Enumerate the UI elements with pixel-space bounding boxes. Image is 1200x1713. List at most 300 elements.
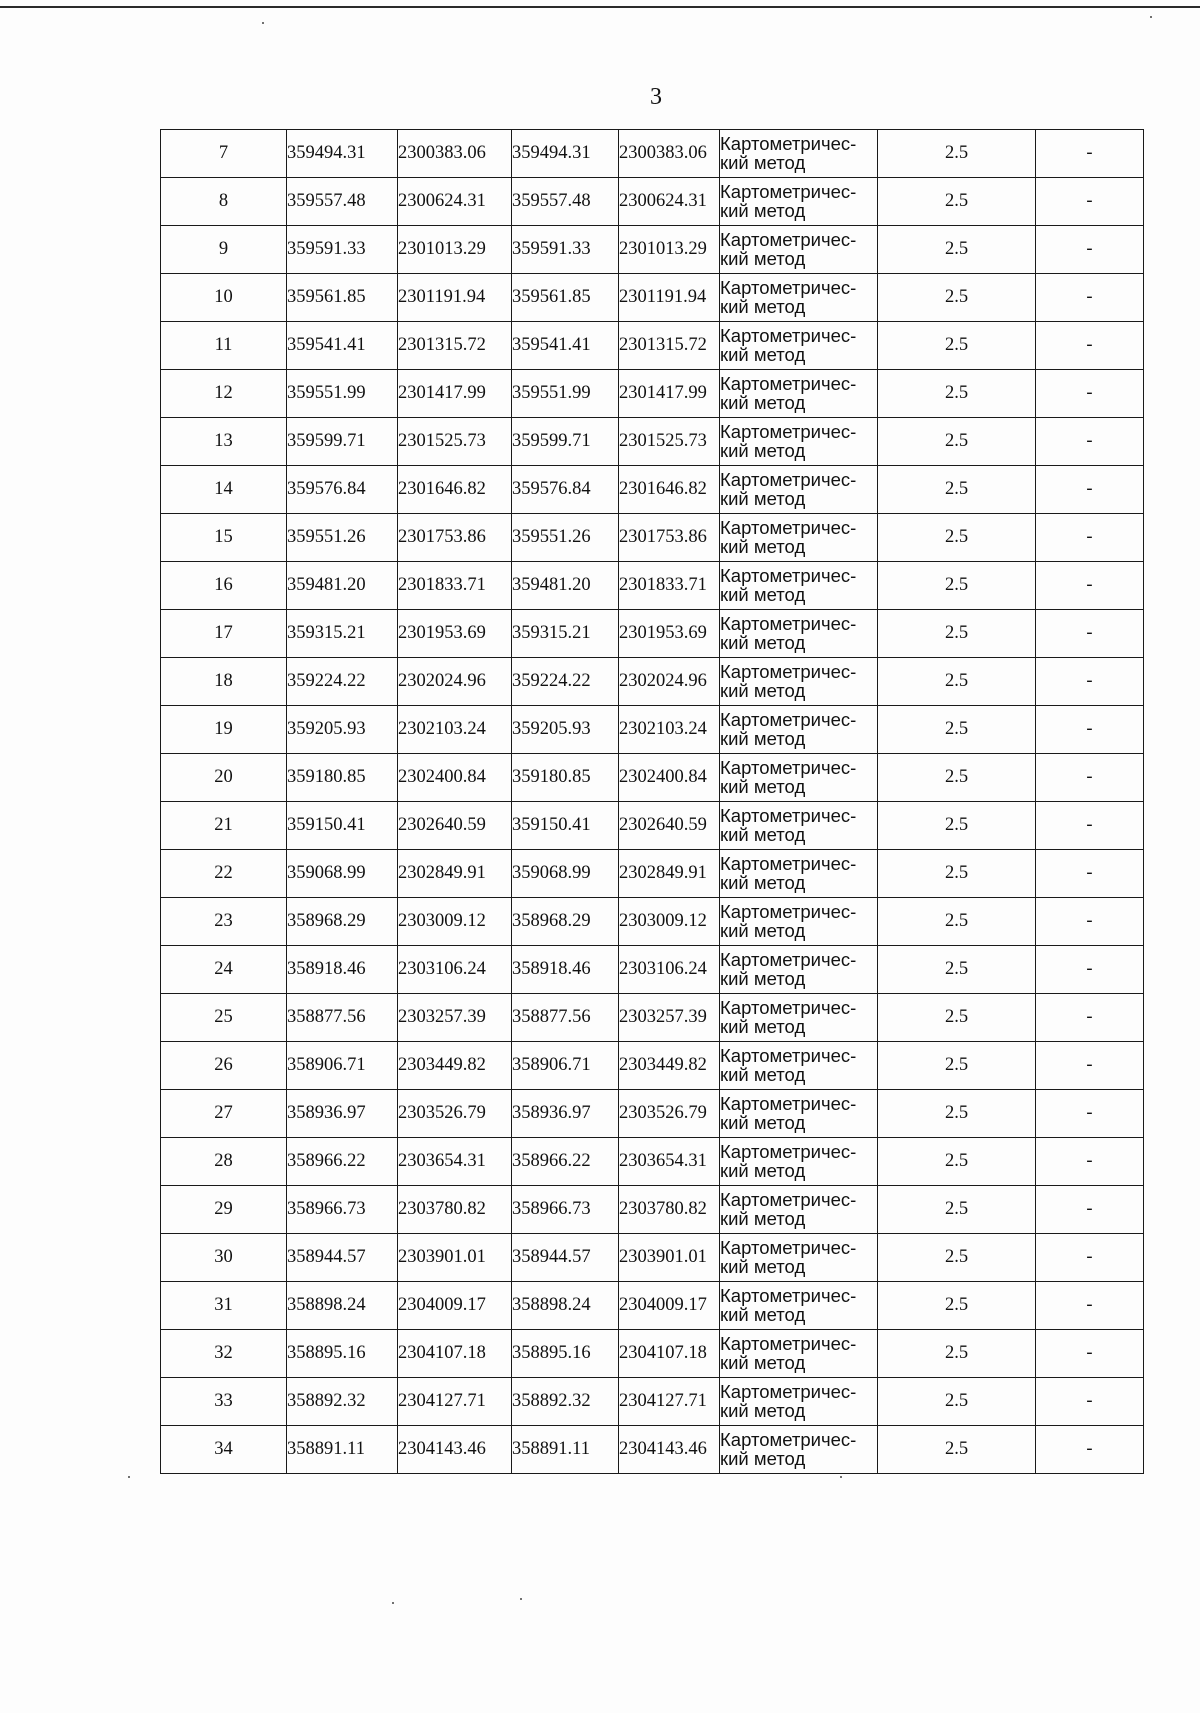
- note-cell: -: [1036, 466, 1144, 514]
- accuracy-cell: 2.5: [878, 610, 1036, 658]
- point-number-cell: 17: [161, 610, 287, 658]
- y-coordinate-cell: 2301953.69: [619, 610, 720, 658]
- method-cell: [720, 658, 878, 706]
- accuracy-cell: 2.5: [878, 130, 1036, 178]
- point-number-cell: 7: [161, 130, 287, 178]
- y-coordinate-cell: 2303257.39: [619, 994, 720, 1042]
- method-text-line: Картометричес-: [720, 181, 857, 202]
- scan-speck: [520, 1598, 522, 1600]
- accuracy-cell: 2.5: [878, 418, 1036, 466]
- point-number-cell: 9: [161, 226, 287, 274]
- x-coordinate-cell: 359551.26: [287, 514, 398, 562]
- note-cell: -: [1036, 658, 1144, 706]
- x-coordinate-cell: 358895.16: [512, 1330, 619, 1378]
- y-coordinate-cell: 2303901.01: [619, 1234, 720, 1282]
- x-coordinate-cell: 359494.31: [287, 130, 398, 178]
- method-text-line: Картометричес-: [720, 325, 857, 346]
- accuracy-cell: 2.5: [878, 802, 1036, 850]
- x-coordinate-cell: 359551.99: [512, 370, 619, 418]
- y-coordinate-cell: 2303257.39: [398, 994, 512, 1042]
- accuracy-cell: 2.5: [878, 898, 1036, 946]
- y-coordinate-cell: 2303780.82: [619, 1186, 720, 1234]
- x-coordinate-cell: 359541.41: [512, 322, 619, 370]
- method-cell: [720, 322, 878, 370]
- x-coordinate-cell: 359180.85: [512, 754, 619, 802]
- x-coordinate-cell: 359205.93: [287, 706, 398, 754]
- x-coordinate-cell: 358892.32: [512, 1378, 619, 1426]
- x-coordinate-cell: 358918.46: [512, 946, 619, 994]
- x-coordinate-cell: 359481.20: [512, 562, 619, 610]
- method-text-line: кий метод: [720, 823, 806, 845]
- table-row: [161, 706, 1144, 754]
- point-number-cell: 23: [161, 898, 287, 946]
- point-number-cell: 11: [161, 322, 287, 370]
- note-cell: -: [1036, 1090, 1144, 1138]
- x-coordinate-cell: 358944.57: [287, 1234, 398, 1282]
- x-coordinate-cell: 359591.33: [287, 226, 398, 274]
- table-row: [161, 850, 1144, 898]
- point-number-cell: 26: [161, 1042, 287, 1090]
- table-row: [161, 1138, 1144, 1186]
- x-coordinate-cell: 358966.22: [287, 1138, 398, 1186]
- x-coordinate-cell: 358906.71: [512, 1042, 619, 1090]
- y-coordinate-cell: 2301525.73: [619, 418, 720, 466]
- method-cell: [720, 466, 878, 514]
- method-text-line: Картометричес-: [720, 1141, 857, 1162]
- table-row: [161, 562, 1144, 610]
- y-coordinate-cell: 2302024.96: [619, 658, 720, 706]
- note-cell: -: [1036, 1138, 1144, 1186]
- method-cell: [720, 754, 878, 802]
- point-number-cell: 32: [161, 1330, 287, 1378]
- y-coordinate-cell: 2302849.91: [619, 850, 720, 898]
- method-text-line: Картометричес-: [720, 805, 857, 826]
- table-body: [161, 130, 1144, 1474]
- x-coordinate-cell: 359481.20: [287, 562, 398, 610]
- x-coordinate-cell: 359557.48: [287, 178, 398, 226]
- point-number-cell: 33: [161, 1378, 287, 1426]
- method-text-line: кий метод: [720, 391, 806, 413]
- accuracy-cell: 2.5: [878, 274, 1036, 322]
- scan-speck: [392, 1602, 394, 1604]
- y-coordinate-cell: 2301646.82: [398, 466, 512, 514]
- accuracy-cell: 2.5: [878, 706, 1036, 754]
- x-coordinate-cell: 359205.93: [512, 706, 619, 754]
- y-coordinate-cell: 2304127.71: [619, 1378, 720, 1426]
- y-coordinate-cell: 2301833.71: [619, 562, 720, 610]
- x-coordinate-cell: 358898.24: [512, 1282, 619, 1330]
- table-row: [161, 274, 1144, 322]
- x-coordinate-cell: 359561.85: [512, 274, 619, 322]
- y-coordinate-cell: 2303106.24: [398, 946, 512, 994]
- method-text-line: кий метод: [720, 775, 806, 797]
- x-coordinate-cell: 358891.11: [512, 1426, 619, 1474]
- note-cell: -: [1036, 1234, 1144, 1282]
- method-text-line: кий метод: [720, 583, 806, 605]
- y-coordinate-cell: 2304143.46: [619, 1426, 720, 1474]
- y-coordinate-cell: 2301646.82: [619, 466, 720, 514]
- scan-speck: [1150, 16, 1152, 18]
- x-coordinate-cell: 358877.56: [512, 994, 619, 1042]
- y-coordinate-cell: 2301953.69: [398, 610, 512, 658]
- accuracy-cell: 2.5: [878, 1090, 1036, 1138]
- method-text-line: кий метод: [720, 1063, 806, 1085]
- accuracy-cell: 2.5: [878, 1282, 1036, 1330]
- note-cell: -: [1036, 322, 1144, 370]
- table-row: [161, 1426, 1144, 1474]
- method-cell: [720, 610, 878, 658]
- method-cell: [720, 1330, 878, 1378]
- note-cell: -: [1036, 1186, 1144, 1234]
- y-coordinate-cell: 2303780.82: [398, 1186, 512, 1234]
- y-coordinate-cell: 2304107.18: [619, 1330, 720, 1378]
- method-text-line: Картометричес-: [720, 853, 857, 874]
- method-text-line: Картометричес-: [720, 901, 857, 922]
- y-coordinate-cell: 2303654.31: [398, 1138, 512, 1186]
- y-coordinate-cell: 2304143.46: [398, 1426, 512, 1474]
- point-number-cell: 28: [161, 1138, 287, 1186]
- method-text-line: Картометричес-: [720, 1381, 857, 1402]
- method-cell: [720, 562, 878, 610]
- method-text-line: Картометричес-: [720, 949, 857, 970]
- note-cell: -: [1036, 130, 1144, 178]
- method-text-line: Картометричес-: [720, 1045, 857, 1066]
- method-text-line: кий метод: [720, 535, 806, 557]
- y-coordinate-cell: 2300624.31: [619, 178, 720, 226]
- x-coordinate-cell: 359315.21: [287, 610, 398, 658]
- point-number-cell: 15: [161, 514, 287, 562]
- accuracy-cell: 2.5: [878, 850, 1036, 898]
- note-cell: -: [1036, 898, 1144, 946]
- y-coordinate-cell: 2300383.06: [619, 130, 720, 178]
- x-coordinate-cell: 359494.31: [512, 130, 619, 178]
- method-text-line: Картометричес-: [720, 1189, 857, 1210]
- method-text-line: кий метод: [720, 679, 806, 701]
- x-coordinate-cell: 359599.71: [512, 418, 619, 466]
- method-text-line: Картометричес-: [720, 373, 857, 394]
- method-text-line: Картометричес-: [720, 565, 857, 586]
- accuracy-cell: 2.5: [878, 178, 1036, 226]
- accuracy-cell: 2.5: [878, 1426, 1036, 1474]
- note-cell: -: [1036, 1042, 1144, 1090]
- method-cell: [720, 1378, 878, 1426]
- scan-speck: [128, 1476, 130, 1478]
- y-coordinate-cell: 2301315.72: [619, 322, 720, 370]
- method-text-line: кий метод: [720, 199, 806, 221]
- point-number-cell: 34: [161, 1426, 287, 1474]
- accuracy-cell: 2.5: [878, 226, 1036, 274]
- note-cell: -: [1036, 514, 1144, 562]
- x-coordinate-cell: 359561.85: [287, 274, 398, 322]
- table-row: [161, 994, 1144, 1042]
- method-text-line: кий метод: [720, 1255, 806, 1277]
- table-row: [161, 946, 1144, 994]
- x-coordinate-cell: 359224.22: [287, 658, 398, 706]
- note-cell: -: [1036, 754, 1144, 802]
- method-text-line: Картометричес-: [720, 133, 857, 154]
- accuracy-cell: 2.5: [878, 1234, 1036, 1282]
- method-cell: [720, 994, 878, 1042]
- method-text-line: Картометричес-: [720, 469, 857, 490]
- method-text-line: кий метод: [720, 1111, 806, 1133]
- point-number-cell: 30: [161, 1234, 287, 1282]
- x-coordinate-cell: 358944.57: [512, 1234, 619, 1282]
- method-cell: [720, 274, 878, 322]
- method-text-line: кий метод: [720, 1303, 806, 1325]
- y-coordinate-cell: 2303526.79: [619, 1090, 720, 1138]
- page-number: 3: [650, 84, 662, 110]
- y-coordinate-cell: 2304009.17: [398, 1282, 512, 1330]
- y-coordinate-cell: 2302849.91: [398, 850, 512, 898]
- y-coordinate-cell: 2301417.99: [619, 370, 720, 418]
- y-coordinate-cell: 2301191.94: [619, 274, 720, 322]
- accuracy-cell: 2.5: [878, 514, 1036, 562]
- y-coordinate-cell: 2303106.24: [619, 946, 720, 994]
- method-text-line: Картометричес-: [720, 1093, 857, 1114]
- method-text-line: кий метод: [720, 1399, 806, 1421]
- x-coordinate-cell: 359551.26: [512, 514, 619, 562]
- method-cell: [720, 1090, 878, 1138]
- method-text-line: кий метод: [720, 1207, 806, 1229]
- y-coordinate-cell: 2300383.06: [398, 130, 512, 178]
- x-coordinate-cell: 358918.46: [287, 946, 398, 994]
- x-coordinate-cell: 359551.99: [287, 370, 398, 418]
- method-text-line: кий метод: [720, 1447, 806, 1469]
- method-cell: [720, 130, 878, 178]
- y-coordinate-cell: 2304127.71: [398, 1378, 512, 1426]
- method-text-line: Картометричес-: [720, 661, 857, 682]
- scan-speck: [262, 22, 264, 24]
- y-coordinate-cell: 2303449.82: [619, 1042, 720, 1090]
- y-coordinate-cell: 2301417.99: [398, 370, 512, 418]
- note-cell: -: [1036, 1378, 1144, 1426]
- table-row: [161, 178, 1144, 226]
- method-text-line: кий метод: [720, 295, 806, 317]
- point-number-cell: 8: [161, 178, 287, 226]
- note-cell: -: [1036, 946, 1144, 994]
- x-coordinate-cell: 359557.48: [512, 178, 619, 226]
- table-row: [161, 130, 1144, 178]
- point-number-cell: 27: [161, 1090, 287, 1138]
- method-text-line: кий метод: [720, 151, 806, 173]
- x-coordinate-cell: 358895.16: [287, 1330, 398, 1378]
- y-coordinate-cell: 2301833.71: [398, 562, 512, 610]
- table-row: [161, 1234, 1144, 1282]
- method-text-line: кий метод: [720, 1159, 806, 1181]
- top-border-line: [0, 6, 1200, 8]
- point-number-cell: 19: [161, 706, 287, 754]
- y-coordinate-cell: 2301013.29: [398, 226, 512, 274]
- x-coordinate-cell: 358966.73: [287, 1186, 398, 1234]
- x-coordinate-cell: 358966.73: [512, 1186, 619, 1234]
- accuracy-cell: 2.5: [878, 658, 1036, 706]
- table-row: [161, 466, 1144, 514]
- method-text-line: кий метод: [720, 487, 806, 509]
- y-coordinate-cell: 2301191.94: [398, 274, 512, 322]
- point-number-cell: 18: [161, 658, 287, 706]
- y-coordinate-cell: 2300624.31: [398, 178, 512, 226]
- method-cell: [720, 1234, 878, 1282]
- note-cell: -: [1036, 418, 1144, 466]
- note-cell: -: [1036, 1426, 1144, 1474]
- accuracy-cell: 2.5: [878, 562, 1036, 610]
- method-text-line: кий метод: [720, 343, 806, 365]
- coordinates-table: [160, 129, 1144, 1474]
- table-row: [161, 418, 1144, 466]
- point-number-cell: 10: [161, 274, 287, 322]
- y-coordinate-cell: 2301013.29: [619, 226, 720, 274]
- method-cell: [720, 898, 878, 946]
- x-coordinate-cell: 359224.22: [512, 658, 619, 706]
- method-cell: [720, 946, 878, 994]
- method-cell: [720, 178, 878, 226]
- point-number-cell: 14: [161, 466, 287, 514]
- x-coordinate-cell: 358877.56: [287, 994, 398, 1042]
- y-coordinate-cell: 2301753.86: [398, 514, 512, 562]
- method-text-line: кий метод: [720, 1015, 806, 1037]
- table-row: [161, 1330, 1144, 1378]
- note-cell: -: [1036, 1330, 1144, 1378]
- point-number-cell: 12: [161, 370, 287, 418]
- x-coordinate-cell: 359068.99: [287, 850, 398, 898]
- method-text-line: Картометричес-: [720, 421, 857, 442]
- method-text-line: Картометричес-: [720, 1285, 857, 1306]
- method-text-line: кий метод: [720, 871, 806, 893]
- table-row: [161, 1282, 1144, 1330]
- accuracy-cell: 2.5: [878, 754, 1036, 802]
- accuracy-cell: 2.5: [878, 322, 1036, 370]
- y-coordinate-cell: 2302400.84: [398, 754, 512, 802]
- table-row: [161, 226, 1144, 274]
- y-coordinate-cell: 2303009.12: [398, 898, 512, 946]
- y-coordinate-cell: 2301753.86: [619, 514, 720, 562]
- x-coordinate-cell: 359150.41: [512, 802, 619, 850]
- y-coordinate-cell: 2303901.01: [398, 1234, 512, 1282]
- accuracy-cell: 2.5: [878, 370, 1036, 418]
- method-cell: [720, 370, 878, 418]
- x-coordinate-cell: 359180.85: [287, 754, 398, 802]
- x-coordinate-cell: 358898.24: [287, 1282, 398, 1330]
- x-coordinate-cell: 359576.84: [287, 466, 398, 514]
- y-coordinate-cell: 2301525.73: [398, 418, 512, 466]
- method-text-line: Картометричес-: [720, 517, 857, 538]
- note-cell: -: [1036, 178, 1144, 226]
- accuracy-cell: 2.5: [878, 1378, 1036, 1426]
- table-row: [161, 1378, 1144, 1426]
- method-cell: [720, 1042, 878, 1090]
- point-number-cell: 29: [161, 1186, 287, 1234]
- y-coordinate-cell: 2304009.17: [619, 1282, 720, 1330]
- method-text-line: Картометричес-: [720, 613, 857, 634]
- accuracy-cell: 2.5: [878, 1330, 1036, 1378]
- accuracy-cell: 2.5: [878, 1042, 1036, 1090]
- y-coordinate-cell: 2304107.18: [398, 1330, 512, 1378]
- method-cell: [720, 1186, 878, 1234]
- point-number-cell: 31: [161, 1282, 287, 1330]
- table-row: [161, 658, 1144, 706]
- method-cell: [720, 514, 878, 562]
- x-coordinate-cell: 359541.41: [287, 322, 398, 370]
- x-coordinate-cell: 358936.97: [287, 1090, 398, 1138]
- method-text-line: кий метод: [720, 967, 806, 989]
- point-number-cell: 24: [161, 946, 287, 994]
- x-coordinate-cell: 358968.29: [512, 898, 619, 946]
- accuracy-cell: 2.5: [878, 466, 1036, 514]
- table-row: [161, 322, 1144, 370]
- method-text-line: Картометричес-: [720, 709, 857, 730]
- table-row: [161, 1090, 1144, 1138]
- note-cell: -: [1036, 226, 1144, 274]
- note-cell: -: [1036, 850, 1144, 898]
- accuracy-cell: 2.5: [878, 1138, 1036, 1186]
- note-cell: -: [1036, 370, 1144, 418]
- y-coordinate-cell: 2303449.82: [398, 1042, 512, 1090]
- table-row: [161, 898, 1144, 946]
- method-text-line: кий метод: [720, 727, 806, 749]
- x-coordinate-cell: 358891.11: [287, 1426, 398, 1474]
- accuracy-cell: 2.5: [878, 946, 1036, 994]
- method-text-line: Картометричес-: [720, 757, 857, 778]
- note-cell: -: [1036, 1282, 1144, 1330]
- y-coordinate-cell: 2303009.12: [619, 898, 720, 946]
- method-cell: [720, 418, 878, 466]
- y-coordinate-cell: 2303526.79: [398, 1090, 512, 1138]
- x-coordinate-cell: 359068.99: [512, 850, 619, 898]
- table-row: [161, 802, 1144, 850]
- y-coordinate-cell: 2302103.24: [398, 706, 512, 754]
- method-cell: [720, 802, 878, 850]
- x-coordinate-cell: 359591.33: [512, 226, 619, 274]
- point-number-cell: 22: [161, 850, 287, 898]
- method-text-line: кий метод: [720, 1351, 806, 1373]
- method-cell: [720, 1282, 878, 1330]
- x-coordinate-cell: 358936.97: [512, 1090, 619, 1138]
- y-coordinate-cell: 2302103.24: [619, 706, 720, 754]
- method-cell: [720, 706, 878, 754]
- table-row: [161, 610, 1144, 658]
- x-coordinate-cell: 359150.41: [287, 802, 398, 850]
- note-cell: -: [1036, 706, 1144, 754]
- method-text-line: кий метод: [720, 631, 806, 653]
- method-cell: [720, 1138, 878, 1186]
- y-coordinate-cell: 2301315.72: [398, 322, 512, 370]
- method-cell: [720, 850, 878, 898]
- x-coordinate-cell: 358906.71: [287, 1042, 398, 1090]
- table-row: [161, 370, 1144, 418]
- method-text-line: Картометричес-: [720, 277, 857, 298]
- point-number-cell: 16: [161, 562, 287, 610]
- y-coordinate-cell: 2303654.31: [619, 1138, 720, 1186]
- x-coordinate-cell: 359599.71: [287, 418, 398, 466]
- accuracy-cell: 2.5: [878, 1186, 1036, 1234]
- method-text-line: Картометричес-: [720, 1333, 857, 1354]
- y-coordinate-cell: 2302640.59: [619, 802, 720, 850]
- y-coordinate-cell: 2302640.59: [398, 802, 512, 850]
- method-text-line: кий метод: [720, 247, 806, 269]
- method-text-line: кий метод: [720, 439, 806, 461]
- table-row: [161, 1186, 1144, 1234]
- method-cell: [720, 226, 878, 274]
- method-cell: [720, 1426, 878, 1474]
- x-coordinate-cell: 358892.32: [287, 1378, 398, 1426]
- x-coordinate-cell: 359576.84: [512, 466, 619, 514]
- table-row: [161, 1042, 1144, 1090]
- note-cell: -: [1036, 802, 1144, 850]
- point-number-cell: 20: [161, 754, 287, 802]
- y-coordinate-cell: 2302400.84: [619, 754, 720, 802]
- accuracy-cell: 2.5: [878, 994, 1036, 1042]
- note-cell: -: [1036, 994, 1144, 1042]
